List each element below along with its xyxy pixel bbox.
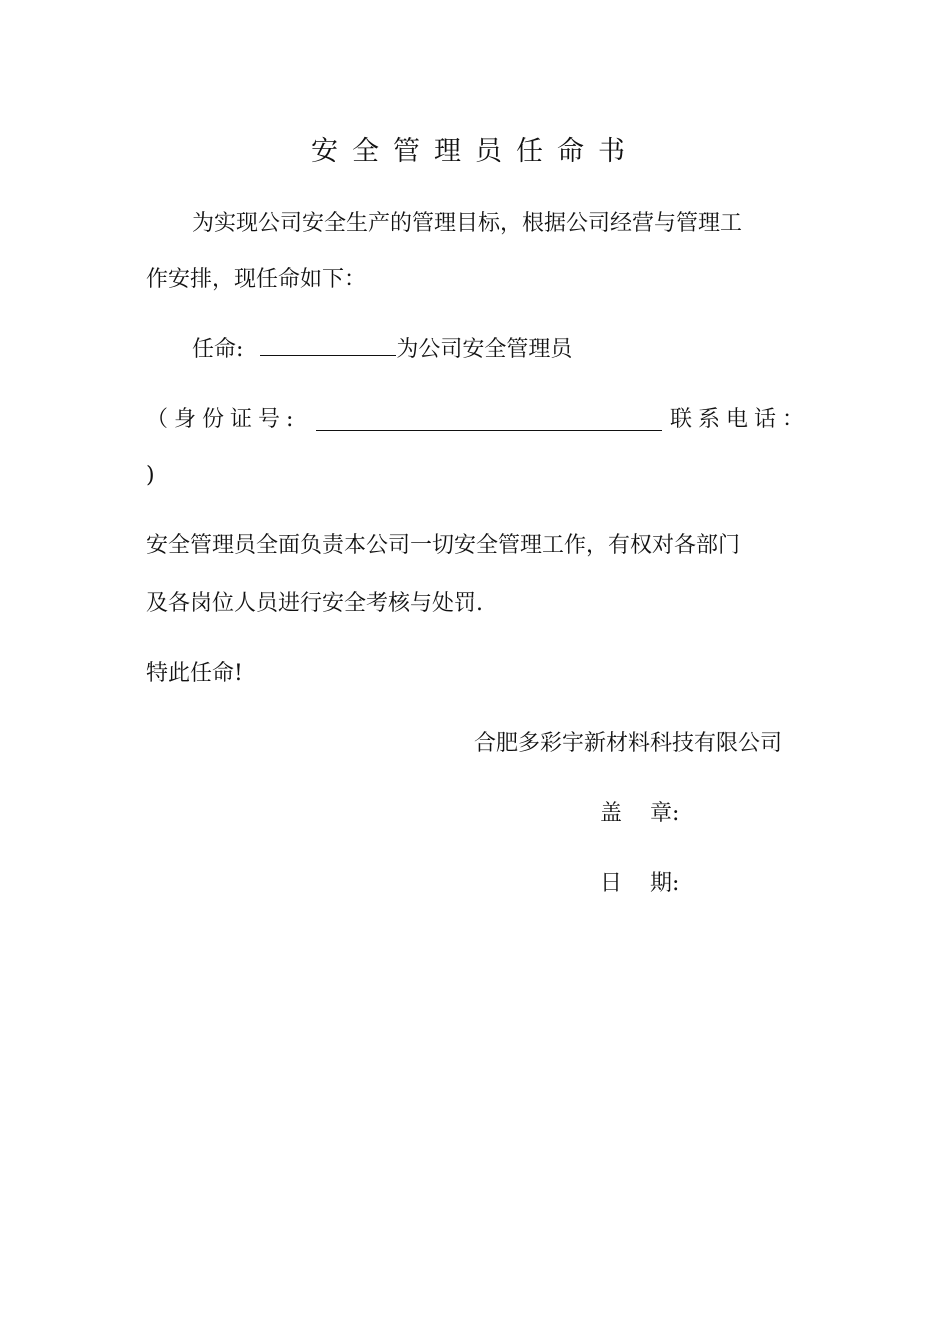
paragraph-1-line-1: 为实现公司安全生产的管理目标，根据公司经营与管理工	[192, 211, 743, 236]
id-label: （身份证号:	[146, 407, 300, 432]
document-title: 安全管理员任命书	[311, 136, 639, 167]
close-paren: )	[146, 463, 155, 488]
company-name: 合肥多彩宇新材料科技有限公司	[474, 731, 783, 756]
seal-label: 盖 章:	[600, 801, 680, 826]
phone-label: 联系电话：	[670, 407, 811, 432]
paragraph-2-line-1: 安全管理员全面负责本公司一切安全管理工作，有权对各部门	[146, 533, 741, 558]
appointee-name-blank[interactable]	[260, 335, 396, 356]
appoint-label: 任命:	[192, 337, 244, 362]
paragraph-1-line-2: 作安排，现任命如下：	[146, 267, 367, 292]
id-number-line	[146, 402, 299, 438]
appointment-line	[192, 332, 572, 368]
date-label: 日 期:	[600, 871, 680, 896]
appoint-suffix: 为公司安全管理员	[396, 337, 573, 362]
id-number-blank[interactable]	[316, 410, 662, 431]
paragraph-2-line-2: 及各岗位人员进行安全考核与处罚.	[146, 591, 483, 616]
closing-text: 特此任命!	[146, 661, 243, 686]
